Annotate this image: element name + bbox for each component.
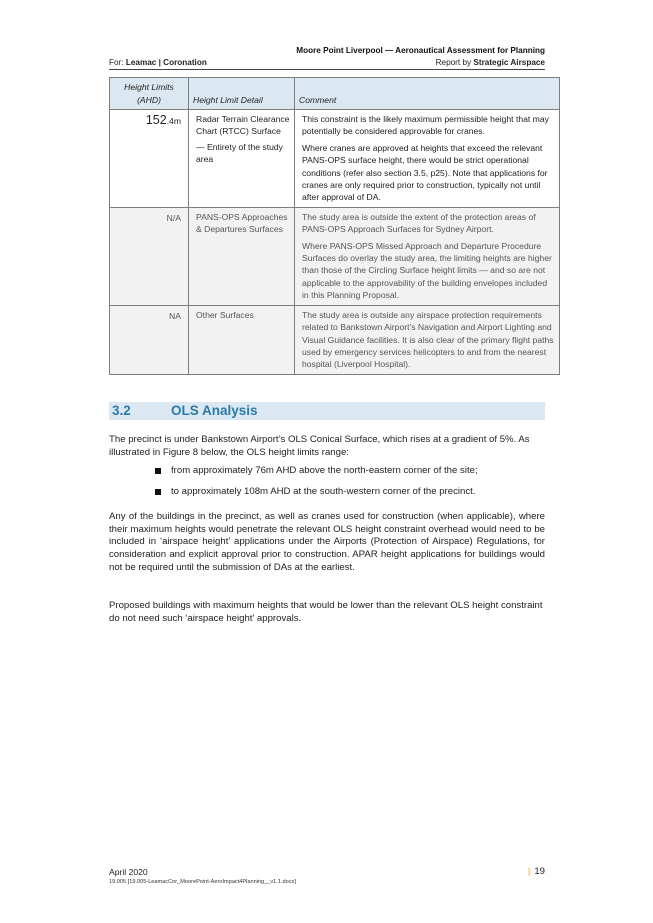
comment-para: The study area is outside any airspace protection requirements related to Bankstown Airport’s Navigation and Airport Lighting and Visual Guidance facilities. It is also clear of the primary flight paths used by emergency services helicopters to and from the nearest hospital (Liverpool Hospital). (302, 309, 554, 370)
for-prefix: For: (109, 58, 126, 67)
cell-limit: NA (110, 305, 189, 374)
col-height-limit-detail: Height Limit Detail (189, 78, 295, 110)
report-title: Moore Point Liverpool — Aeronautical Assessment for Planning (296, 46, 545, 55)
cell-detail (189, 207, 295, 305)
section-title: OLS Analysis (171, 403, 258, 418)
body-paragraph: Any of the buildings in the precinct, as well as cranes used for construction (when applicable), where their maximum heights would penetrate the relevant OLS height constraint overhead would need to be included in ‘airspace height’ applications under the Airports (Protection of Airspace) Regulations, for consideration and explicit approval prior to construction. APAR height applications for buildings would not be required until the submission of DAs at the earliest. (109, 511, 545, 573)
cell-comment (295, 305, 560, 374)
body-paragraph: Proposed buildings with maximum heights that would be lower than the relevant OLS height constraint do not need such ‘airspace height’ approvals. (109, 600, 543, 624)
cell-comment (295, 110, 560, 208)
bullet-square-icon (155, 489, 161, 495)
comment-para: Where cranes are approved at heights that exceed the relevant PANS-OPS surface height, there would be strict operational conditions (refer also section 3.5, p25). Note that applications for cranes are only required prior to construction, typically not until after approval of DA. (302, 142, 548, 203)
footer-date: April 2020 (109, 867, 148, 877)
detail-text: Radar Terrain Clearance Chart (RTCC) Surface (196, 114, 290, 137)
height-limits-table (109, 77, 560, 375)
bullet-square-icon (155, 468, 161, 474)
table-row (110, 305, 560, 374)
comment-para: Where PANS-OPS Missed Approach and Departure Procedure Surfaces do overlay the study area, the limiting heights are higher than those of the Circling Surface height limits — and so are not applicable to the approvability of the building envelopes included in this Planning Proposal. (302, 240, 552, 301)
detail-subtext: — Entirety of the study area (196, 141, 283, 165)
comment-para: The study area is outside the extent of the protection areas of PANS-OPS Approach Surfaces for Sydney Airport. (302, 211, 536, 235)
author-line (436, 58, 545, 67)
header-rule (109, 69, 545, 70)
col-height-limits: Height Limits (AHD) (110, 78, 189, 110)
page-number (528, 866, 545, 877)
cell-comment (295, 207, 560, 305)
list-item-text: to approximately 108m AHD at the south-western corner of the precinct. (171, 486, 476, 497)
cell-limit: N/A (110, 207, 189, 305)
intro-paragraph: The precinct is under Bankstown Airport’s OLS Conical Surface, which rises at a gradient of 5%. As illustrated in Figure 8 below, the OLS height limits range: (109, 434, 530, 458)
table-row (110, 207, 560, 305)
list-item (155, 486, 475, 499)
page-separator: | (527, 866, 531, 877)
limit-suffix: .4m (166, 116, 181, 126)
section-number: 3.2 (112, 403, 131, 418)
detail-text: Other Surfaces (196, 309, 254, 320)
cell-limit (110, 110, 189, 208)
section-heading (109, 402, 545, 420)
table-row (110, 110, 560, 208)
list-item-text: from approximately 76m AHD above the north-eastern corner of the site; (171, 465, 478, 476)
comment-para: This constraint is the likely maximum permissible height that may potentially be considered approvable for cranes. (302, 114, 549, 137)
list-item (155, 465, 478, 478)
limit-main: 152 (145, 113, 167, 127)
client-name: Leamac | Coronation (125, 58, 207, 67)
page-number-value: 19 (534, 866, 545, 877)
cell-detail (189, 305, 295, 374)
footer-filename: 19.005 [19.005-LeamacCor_MoorePoint-AeroImpact4Planning__v1.1.docx] (109, 879, 296, 885)
table-header-row (110, 78, 560, 110)
author-name: Strategic Airspace (473, 58, 545, 67)
client-line (109, 58, 207, 67)
detail-text: PANS-OPS Approaches & Departures Surfaces (196, 211, 288, 235)
report-prefix: Report by (435, 58, 474, 67)
col-comment: Comment (295, 78, 560, 110)
cell-detail (189, 110, 295, 208)
